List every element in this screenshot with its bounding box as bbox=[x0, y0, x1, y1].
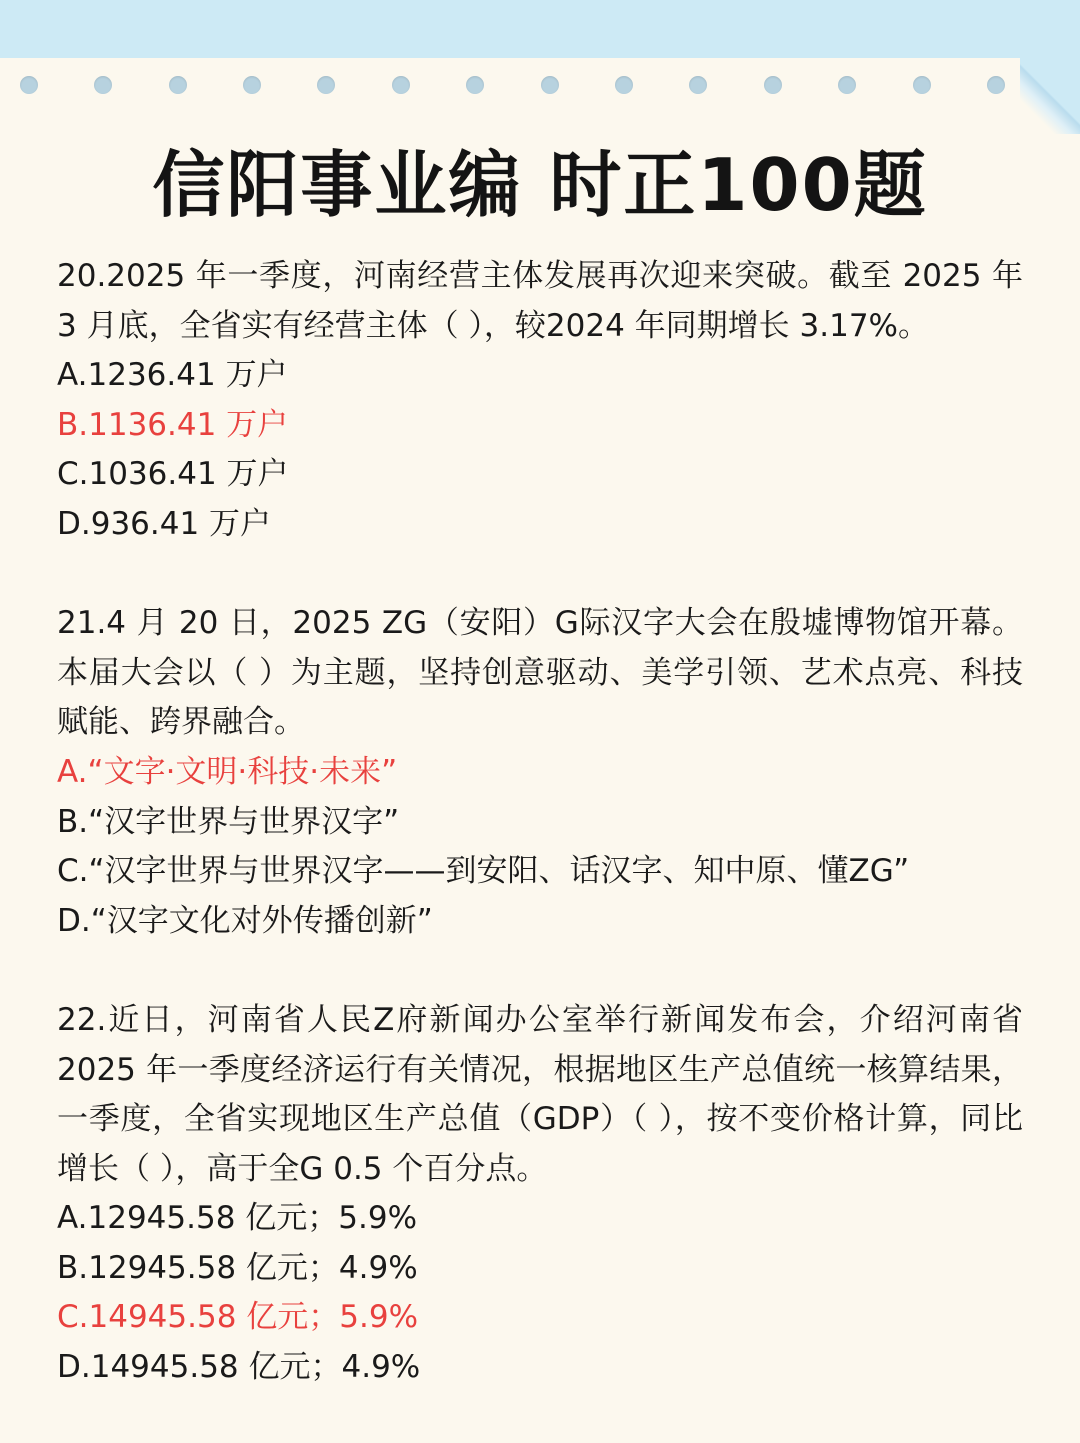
binder-hole bbox=[838, 76, 856, 94]
option-d: D.“汉字文化对外传播创新” bbox=[57, 902, 433, 939]
option-b: B.“汉字世界与世界汉字” bbox=[57, 803, 400, 840]
binder-hole bbox=[317, 76, 335, 94]
binder-hole bbox=[987, 76, 1005, 94]
binder-hole bbox=[466, 76, 484, 94]
binder-hole bbox=[392, 76, 410, 94]
option-a-correct: A.“文字·文明·科技·未来” bbox=[57, 753, 398, 790]
binder-hole bbox=[20, 76, 38, 94]
question-21 bbox=[57, 599, 1023, 946]
binder-hole bbox=[169, 76, 187, 94]
option-c: C.“汉字世界与世界汉字——到安阳、话汉字、知中原、懂ZG” bbox=[57, 853, 910, 890]
option-b: B.12945.58 亿元；4.9% bbox=[57, 1249, 418, 1286]
binder-hole bbox=[541, 76, 559, 94]
option-d: D.14945.58 亿元；4.9% bbox=[57, 1349, 421, 1386]
binder-hole bbox=[689, 76, 707, 94]
option-b-correct: B.1136.41 万户 bbox=[57, 406, 289, 443]
question-text: 22.近日，河南省人民Z府新闻办公室举行新闻发布会，介绍河南省 2025 年一季度经济运行有关情况，根据地区生产总值统一核算结果，一季度，全省实现地区生产总值（GDP）（ ），按不变价格计算，同比增长（ ），高于全G 0.5 个百分点。 bbox=[57, 1001, 1023, 1187]
question-text: 20.2025 年一季度，河南经营主体发展再次迎来突破。截至 2025 年 3 月底，全省实有经营主体（ ），较2024 年同期增长 3.17%。 bbox=[57, 258, 1023, 344]
binder-hole bbox=[913, 76, 931, 94]
binder-hole bbox=[243, 76, 261, 94]
option-c: C.1036.41 万户 bbox=[57, 456, 289, 493]
option-a: A.12945.58 亿元；5.9% bbox=[57, 1200, 418, 1237]
binder-hole bbox=[615, 76, 633, 94]
binder-hole bbox=[94, 76, 112, 94]
question-list bbox=[57, 252, 1023, 1442]
option-a: A.1236.41 万户 bbox=[57, 357, 288, 394]
question-22 bbox=[57, 996, 1023, 1393]
option-d: D.936.41 万户 bbox=[57, 505, 272, 542]
question-text: 21.4 月 20 日，2025 ZG（安阳）G际汉字大会在殷墟博物馆开幕。本届大会以（ ）为主题，坚持创意驱动、美学引领、艺术点亮、科技赋能、跨界融合。 bbox=[57, 605, 1023, 741]
binder-holes bbox=[0, 76, 1080, 96]
question-20 bbox=[57, 252, 1023, 550]
page-curl-corner bbox=[1020, 58, 1080, 134]
page-title: 信阳事业编 时正100题 bbox=[152, 143, 928, 227]
binder-hole bbox=[764, 76, 782, 94]
option-c-correct: C.14945.58 亿元；5.9% bbox=[57, 1299, 419, 1336]
